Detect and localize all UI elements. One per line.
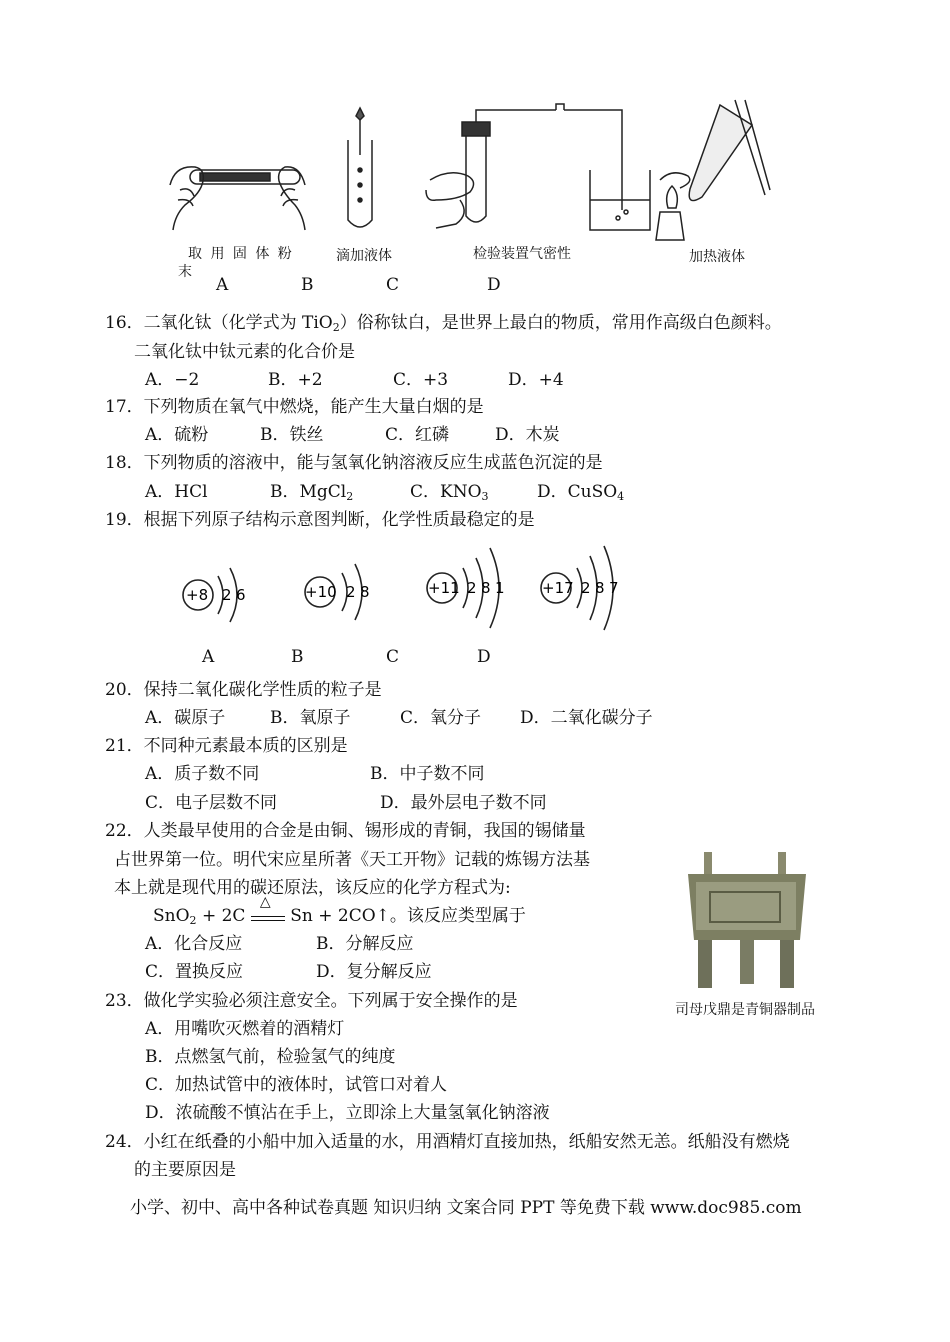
q23-stem: 23．做化学实验必须注意安全。下列属于安全操作的是 bbox=[105, 991, 518, 1011]
caption-a-cont: 末 bbox=[178, 264, 192, 280]
q24-stem-line1: 24．小红在纸叠的小船中加入适量的水，用酒精灯直接加热，纸船安然无恙。纸船没有燃烧 bbox=[105, 1132, 790, 1152]
atom-c-shell-3: 1 bbox=[495, 579, 505, 597]
footer-text: 小学、初中、高中各种试卷真题 知识归纳 文案合同 PPT 等免费下载 www.doc985.com bbox=[130, 1198, 802, 1218]
q22-equation: SnO$_2$ + 2C △ Sn + 2CO↑。该反应类型属于 bbox=[153, 894, 526, 927]
q23-option-a: A．用嘴吹灭燃着的酒精灯 bbox=[145, 1019, 345, 1039]
q17-option-a: A．硫粉 bbox=[145, 425, 209, 445]
caption-d: 加热液体 bbox=[689, 249, 745, 265]
q16-option-d: D．+4 bbox=[508, 370, 564, 390]
q17-stem: 17．下列物质在氧气中燃烧，能产生大量白烟的是 bbox=[105, 397, 484, 417]
letter-b: B bbox=[301, 275, 314, 295]
q19-letter-c: C bbox=[386, 647, 400, 667]
q18-option-c: C．$KNO_3$ bbox=[410, 482, 489, 503]
q20-option-b: B．氧原子 bbox=[270, 708, 351, 728]
atom-d-shell-1: 2 bbox=[581, 579, 591, 597]
q18-option-a: A．HCl bbox=[145, 482, 208, 502]
atom-b-shell-2: 8 bbox=[360, 583, 370, 601]
q21-option-a: A．质子数不同 bbox=[145, 764, 260, 784]
atom-diagrams bbox=[170, 540, 640, 640]
bronze-ding-image bbox=[680, 848, 815, 990]
caption-c: 检验装置气密性 bbox=[473, 246, 571, 262]
q17-option-d: D．木炭 bbox=[495, 425, 560, 445]
q23-option-c: C．加热试管中的液体时，试管口对着人 bbox=[145, 1075, 448, 1095]
q20-option-a: A．碳原子 bbox=[145, 708, 226, 728]
q21-option-d: D．最外层电子数不同 bbox=[380, 793, 547, 813]
q22-stem-line2: 占世界第一位。明代宋应星所著《天工开物》记载的炼锡方法基 bbox=[114, 850, 590, 870]
atom-b-nucleus: +10 bbox=[305, 583, 337, 601]
q23-option-b: B．点燃氢气前，检验氢气的纯度 bbox=[145, 1047, 396, 1067]
q19-letter-d: D bbox=[477, 647, 491, 667]
atom-c-shell-2: 8 bbox=[481, 579, 491, 597]
q17-option-b: B．铁丝 bbox=[260, 425, 324, 445]
q22-stem-line3: 本上就是现代用的碳还原法，该反应的化学方程式为: bbox=[114, 878, 511, 898]
q19-stem: 19．根据下列原子结构示意图判断，化学性质最稳定的是 bbox=[105, 510, 535, 530]
q16-option-b: B．+2 bbox=[268, 370, 323, 390]
figure-a-solid-powder bbox=[170, 167, 305, 230]
q24-stem-line2: 的主要原因是 bbox=[134, 1160, 236, 1180]
figure-d-heating-liquid bbox=[656, 100, 770, 240]
atom-d-nucleus: +17 bbox=[542, 579, 574, 597]
atom-a-shell-2: 6 bbox=[236, 586, 246, 604]
atom-d-shell-2: 8 bbox=[595, 579, 605, 597]
q16-stem: 16．二氧化钛（化学式为 TiO$_2$）俗称钛白，是世界上最白的物质，常用作高级白色颜料。 bbox=[105, 313, 782, 334]
bronze-ding-caption: 司母戊鼎是青铜器制品 bbox=[675, 1002, 815, 1018]
q16-option-c: C．+3 bbox=[393, 370, 449, 390]
letter-d: D bbox=[487, 275, 501, 295]
letter-c: C bbox=[386, 275, 400, 295]
q22-option-b: B．分解反应 bbox=[316, 934, 414, 954]
q23-option-d: D．浓硫酸不慎沾在手上，立即涂上大量氢氧化钠溶液 bbox=[145, 1103, 550, 1123]
q21-option-b: B．中子数不同 bbox=[370, 764, 485, 784]
atom-a-nucleus: +8 bbox=[186, 586, 209, 604]
atom-c-nucleus: +11 bbox=[428, 579, 460, 597]
q19-letter-b: B bbox=[291, 647, 304, 667]
q22-stem-line1: 22．人类最早使用的合金是由铜、锡形成的青铜，我国的锡储量 bbox=[105, 821, 586, 841]
q21-stem: 21．不同种元素最本质的区别是 bbox=[105, 736, 348, 756]
caption-a: 取 用 固 体 粉 bbox=[188, 246, 294, 262]
q20-stem: 20．保持二氧化碳化学性质的粒子是 bbox=[105, 680, 382, 700]
atom-c-shell-1: 2 bbox=[467, 579, 477, 597]
experiment-figure bbox=[160, 100, 800, 260]
q18-stem: 18．下列物质的溶液中，能与氢氧化钠溶液反应生成蓝色沉淀的是 bbox=[105, 453, 603, 473]
q22-option-a: A．化合反应 bbox=[145, 934, 243, 954]
q22-option-c: C．置换反应 bbox=[145, 962, 244, 982]
q16-stem-line2: 二氧化钛中钛元素的化合价是 bbox=[134, 342, 355, 362]
q22-option-d: D．复分解反应 bbox=[316, 962, 432, 982]
atom-b-shell-1: 2 bbox=[346, 583, 356, 601]
figure-b-dropping-liquid bbox=[348, 108, 372, 227]
q16-option-a: A．−2 bbox=[145, 370, 200, 390]
q19-letter-a: A bbox=[202, 647, 215, 667]
caption-b: 滴加液体 bbox=[336, 248, 392, 264]
atom-d-shell-3: 7 bbox=[609, 579, 619, 597]
q20-option-c: C．氧分子 bbox=[400, 708, 482, 728]
q18-option-d: D．CuSO$_4$ bbox=[537, 482, 625, 503]
heat-symbol: △ bbox=[259, 894, 271, 910]
figure-c-airtightness bbox=[426, 104, 650, 230]
letter-a: A bbox=[216, 275, 229, 295]
reaction-arrow bbox=[251, 894, 285, 921]
atom-a-shell-1: 2 bbox=[222, 586, 232, 604]
q18-option-b: B．MgCl$_2$ bbox=[270, 482, 354, 503]
q21-option-c: C．电子层数不同 bbox=[145, 793, 278, 813]
q20-option-d: D．二氧化碳分子 bbox=[520, 708, 653, 728]
q17-option-c: C．红磷 bbox=[385, 425, 450, 445]
